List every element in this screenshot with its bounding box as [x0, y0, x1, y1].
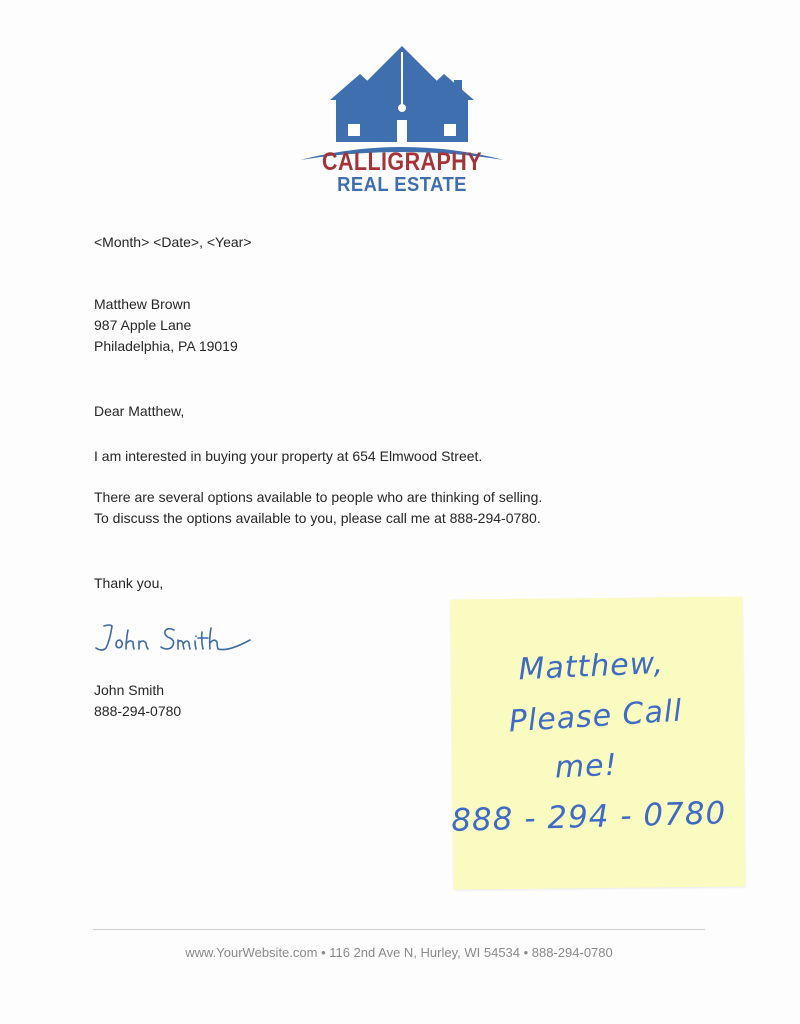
recipient-name: Matthew Brown — [94, 296, 191, 312]
sticky-note-handwriting — [451, 640, 745, 843]
footer-contact: www.YourWebsite.com • 116 2nd Ave N, Hurley, WI 54534 • 888-294-0780 — [185, 945, 613, 960]
sticky-note-line: me! — [554, 747, 619, 786]
sticky-note — [450, 596, 745, 889]
body-paragraph-2-line: To discuss the options available to you, please call me at 888-294-0780. — [94, 510, 541, 526]
logo-wordmark-primary: CALLIGRAPHY — [321, 148, 483, 176]
closing: Thank you, — [94, 575, 164, 591]
body-paragraph-2-line: There are several options available to people who are thinking of selling. — [94, 489, 543, 505]
recipient-street: 987 Apple Lane — [94, 317, 192, 333]
sender-block — [94, 680, 181, 722]
sticky-note-line: Matthew, — [517, 645, 665, 688]
recipient-address — [94, 294, 238, 357]
sticky-note-line: Please Call — [507, 693, 684, 740]
body-paragraph-2 — [94, 487, 542, 529]
sender-phone: 888-294-0780 — [94, 703, 182, 719]
company-logo — [296, 44, 508, 200]
recipient-city: Philadelphia, PA 19019 — [94, 338, 238, 354]
salutation: Dear Matthew, — [94, 403, 185, 419]
body-paragraph-1: I am interested in buying your property at 654 Elmwood Street. — [94, 448, 483, 464]
letter-date: <Month> <Date>, <Year> — [94, 234, 252, 250]
handwritten-signature — [90, 616, 260, 662]
sender-name: John Smith — [94, 682, 165, 698]
logo-wordmark-secondary: REAL ESTATE — [337, 174, 467, 196]
sticky-note-line: 888 - 294 - 0780 — [450, 795, 727, 839]
footer-divider — [93, 929, 705, 930]
